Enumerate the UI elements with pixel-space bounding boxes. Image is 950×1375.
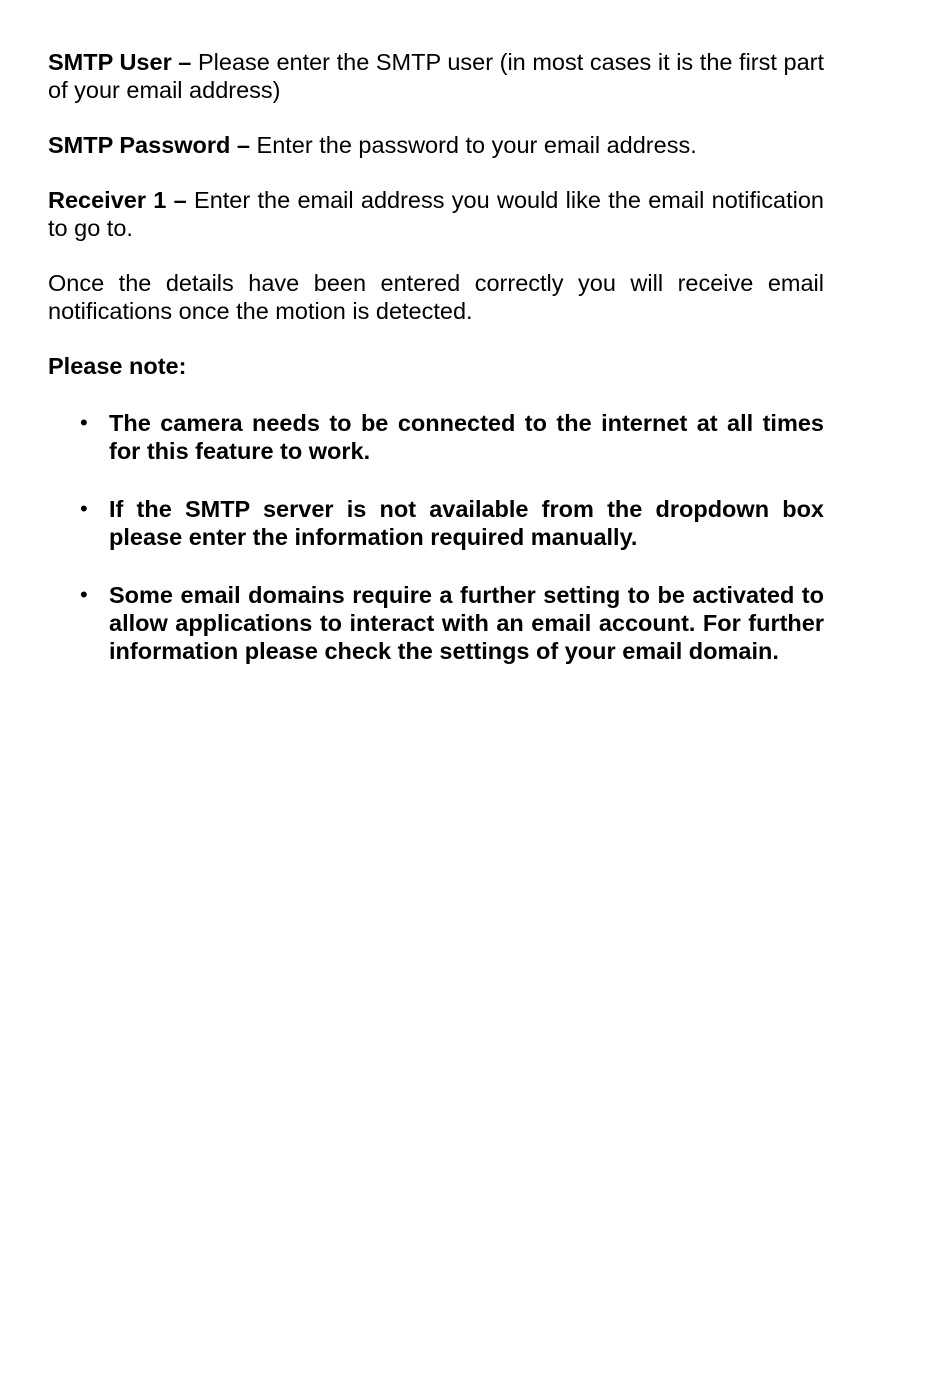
bullet-icon: • — [80, 496, 88, 521]
note-text: If the SMTP server is not available from the dropdown box please enter the information required manually. — [109, 496, 824, 550]
smtp-user-text: Please enter the SMTP user (in most cases it is the first part of your email address) — [48, 49, 824, 103]
receiver-paragraph — [48, 186, 824, 242]
receiver-label: Receiver 1 – — [48, 187, 187, 213]
note-text: Some email domains require a further setting to be activated to allow applications to interact with an email account. For further information please check the settings of your email domain. — [109, 582, 824, 664]
smtp-user-label: SMTP User – — [48, 49, 192, 75]
list-item — [48, 495, 824, 551]
list-item — [48, 409, 824, 465]
document-page — [48, 48, 824, 695]
smtp-password-text: Enter the password to your email address. — [250, 132, 697, 158]
note-heading: Please note: — [48, 353, 187, 379]
note-text: The camera needs to be connected to the internet at all times for this feature to work. — [109, 410, 824, 464]
bullet-icon: • — [80, 410, 88, 435]
list-item — [48, 581, 824, 665]
confirmation-paragraph: Once the details have been entered correctly you will receive email notifications once the motion is detected. — [48, 270, 824, 324]
notes-list — [48, 409, 824, 665]
receiver-text: Enter the email address you would like the email notification to go to. — [48, 187, 824, 241]
smtp-user-paragraph — [48, 48, 824, 104]
smtp-password-paragraph — [48, 131, 824, 159]
bullet-icon: • — [80, 582, 88, 607]
smtp-password-label: SMTP Password – — [48, 132, 250, 158]
